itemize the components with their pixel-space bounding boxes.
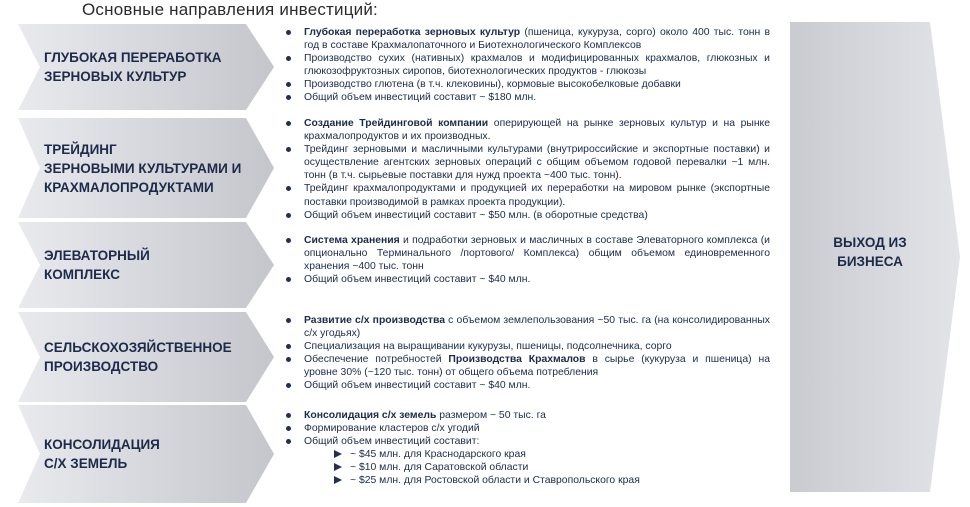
- direction-label: [44, 48, 222, 86]
- bullet-text: Трейдинг зерновыми и масличными культурами (внутрироссийские и экспортные поставки) и осуществление агентских зерновых операций с общим объемом годовой перевалки ~1 млн. тонн (в т.ч. сырьевые поставки для нужд проекта ~400 тыс. тонн).: [304, 144, 770, 182]
- bullet-item: [284, 409, 770, 422]
- bullet-item: [284, 182, 770, 208]
- bullet-text: Общий объем инвестиций составит ~ $180 млн.: [304, 92, 537, 104]
- bullet-text: Общий объем инвестиций составит:: [304, 436, 480, 448]
- triangle-bullet-icon: [334, 476, 342, 484]
- direction-label-line: ЭЛЕВАТОРНЫЙ: [44, 248, 150, 263]
- bullet-text: Общий объем инвестиций составит ~ $40 млн.: [304, 274, 531, 286]
- direction-label-line: ПРОИЗВОДСТВО: [44, 359, 159, 374]
- sub-bullet-text: ~ $10 млн. для Саратовской области: [350, 462, 529, 474]
- bullet-item: [284, 78, 770, 91]
- bullet-emphasis: Глубокая переработка зерновых культур: [304, 27, 521, 38]
- bullet-item: [284, 91, 770, 104]
- direction-label-line: ЗЕРНОВЫМИ КУЛЬТУРАМИ И: [44, 160, 242, 176]
- direction-label-line: С/Х ЗЕМЕЛЬ: [44, 456, 128, 471]
- direction-label-line: КРАХМАЛОПРОДУКТАМИ: [44, 179, 214, 195]
- direction-label: [44, 435, 160, 473]
- direction-bullets: [284, 117, 770, 222]
- direction-label-line: СЕЛЬСКОХОЗЯЙСТВЕННОЕ: [44, 340, 232, 355]
- bullet-text: Формирование кластеров с/х угодий: [304, 423, 480, 435]
- bullet-item: [284, 209, 770, 222]
- page-title: Основные направления инвестиций:: [82, 0, 378, 19]
- bullet-emphasis: Создание Трейдинговой компании: [304, 118, 489, 129]
- bullet-text: Общий объем инвестиций составит ~ $40 млн.: [304, 380, 531, 392]
- direction-bullets: [284, 234, 770, 286]
- direction-label-line: ЗЕРНОВЫХ КУЛЬТУР: [44, 69, 187, 84]
- bullet-item: [284, 117, 770, 143]
- bullet-item: [284, 422, 770, 435]
- triangle-bullet-icon: [334, 450, 342, 458]
- bullet-emphasis: Производства Крахмалов: [448, 354, 586, 366]
- direction-bullets: [284, 409, 770, 488]
- bullet-emphasis: Консолидация с/х земель: [304, 410, 437, 421]
- bullet-text: Трейдинг крахмалопродуктами и продукцией их переработки на мировом рынке (экспортные поставки производимой в рамках проекта продукции).: [304, 183, 770, 208]
- bullet-text: размером ~ 50 тыс. га: [436, 410, 546, 421]
- bullet-item: [284, 26, 770, 52]
- direction-label-line: ГЛУБОКАЯ ПЕРЕРАБОТКА: [44, 50, 222, 65]
- bullet-text: и подработки зерновых и масличных в составе Элеваторного комплекса (и опционально Терминального /портового/ Комплекса) общим объемом единовременного хранения ~400 тыс. тонн: [304, 235, 770, 273]
- bullet-item: [284, 435, 770, 448]
- direction-bullets: [284, 26, 770, 105]
- direction-row: [0, 222, 775, 308]
- direction-row: [0, 312, 775, 402]
- bullet-item: [284, 234, 770, 273]
- direction-label-line: ТРЕЙДИНГ: [44, 141, 117, 157]
- direction-label-line: КОМПЛЕКС: [44, 267, 120, 282]
- bullet-text: (пшеница, кукуруза, сорго) около 400 тыс. тонн в год в составе Крахмалопаточного и Биотехнологического Комплексов: [304, 27, 770, 52]
- triangle-bullet-icon: [334, 463, 342, 471]
- bullet-text: Обеспечение потребностей: [304, 354, 449, 366]
- bullet-item: [284, 353, 770, 379]
- sub-bullet-text: ~ $45 млн. для Краснодарского края: [350, 449, 526, 461]
- bullet-emphasis: Система хранения: [304, 235, 400, 246]
- sub-bullet-item: [284, 461, 770, 474]
- sub-bullet-item: [284, 448, 770, 461]
- bullet-item: [284, 340, 770, 353]
- bullet-text: Производство глютена (в т.ч. клековины), кормовые высокобелковые добавки: [304, 79, 681, 91]
- exit-label-line1: ВЫХОД ИЗ: [833, 235, 907, 250]
- bullet-text: Общий объем инвестиций составит ~ $50 млн. (в оборотные средства): [304, 209, 648, 221]
- direction-label: [44, 246, 150, 284]
- bullet-text: Специализация на выращивании кукурузы, пшеницы, подсолнечника, сорго: [304, 341, 672, 353]
- bullet-item: [284, 143, 770, 182]
- direction-row: [0, 118, 775, 221]
- direction-row: [0, 24, 775, 110]
- direction-label: [44, 140, 241, 197]
- bullet-text: оперирующей на рынке зерновых культур и на рынке крахмалопродуктов и их производных.: [304, 118, 771, 143]
- direction-label-line: КОНСОЛИДАЦИЯ: [44, 437, 160, 452]
- bullet-item: [284, 314, 770, 340]
- direction-row: [0, 405, 775, 503]
- bullet-emphasis: Развитие с/х производства: [304, 315, 446, 326]
- bullet-text: Производство сухих (нативных) крахмалов и модифицированных крахмалов, глюкозных и глюкозофруктозных сиропов, биотехнологических продуктов - глюкозы: [304, 53, 770, 78]
- sub-bullet-item: [284, 474, 770, 487]
- exit-label: [822, 233, 918, 271]
- bullet-item: [284, 379, 770, 392]
- direction-label: [44, 338, 232, 376]
- bullet-text: в сырье (кукуруза и пшеница) на уровне 30% (~120 тыс. тонн) от общего объема потребления: [304, 354, 770, 379]
- sub-bullet-text: ~ $25 млн. для Ростовской области и Ставропольского края: [350, 475, 640, 487]
- exit-label-line2: БИЗНЕСА: [837, 254, 903, 269]
- bullet-item: [284, 273, 770, 286]
- bullet-item: [284, 52, 770, 78]
- direction-bullets: [284, 314, 770, 393]
- bullet-text: с объемом землепользования ~50 тыс. га (на консолидированных с/х угодьях): [304, 315, 771, 340]
